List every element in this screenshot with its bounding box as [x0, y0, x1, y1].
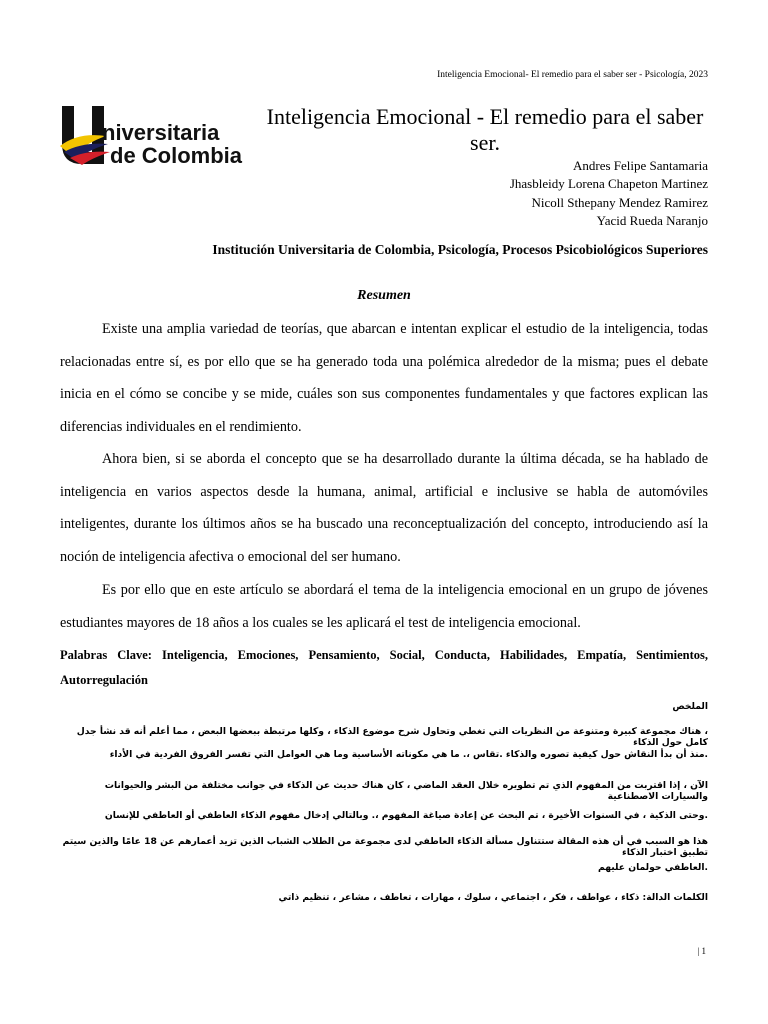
logo-line2: de Colombia [110, 143, 243, 166]
logo-line1: niversitaria [102, 120, 220, 145]
keywords-line: Palabras Clave: Inteligencia, Emociones, Pensamiento, Social, Conducta, Habilidades, Empatía, Sentimientos, Autorregulación [60, 648, 708, 687]
arabic-keywords: الكلمات الدالة: ذكاء ، عواطف ، فكر ، اجتماعي ، سلوك ، مهارات ، تعاطف ، مشاعر ، تنظيم ذاتي [278, 892, 708, 903]
author-list [510, 157, 708, 231]
arabic-line: ، هناك مجموعة كبيرة ومتنوعة من النظريات التي تغطي وتحاول شرح موضوع الذكاء ، وكلها مرتبطة ببعضها البعض ، مما أعلم أنه قد نشأ جدل كامل حول الذكاء [76, 726, 708, 748]
paragraph-text: Existe una amplia variedad de teorías, que abarcan e intentan explicar el estudio de la inteligencia, todas relacionadas entre sí, es por ello que se ha generado toda una polémica alrededor de la misma; pues el debate inicia en el cómo se concibe y se mide, cuáles son sus componentes fundamentales y que factores explican las diferencias individuales en el rendimiento. [60, 321, 708, 435]
author-name: Yacid Rueda Naranjo [596, 213, 708, 229]
abstract-paragraph-3 [60, 574, 708, 639]
page-number: | 1 [697, 946, 706, 956]
author-name: Jhasbleidy Lorena Chapeton Martinez [509, 176, 708, 192]
running-head: Inteligencia Emocional- El remedio para el saber ser - Psicología, 2023 [437, 70, 708, 80]
document-title: Inteligencia Emocional - El remedio para el saber ser. [266, 104, 704, 155]
paragraph-text: Es por ello que en este artículo se abordará el tema de la inteligencia emocional en un grupo de jóvenes estudiantes mayores de 18 años a los cuales se les aplicará el test de inteligencia emocional. [60, 582, 708, 631]
author-name: Andres Felipe Santamaria [572, 158, 708, 173]
arabic-line: هذا هو السبب في أن هذه المقالة ستتناول مسألة الذكاء العاطفي لدى مجموعة من الطلاب الشباب الذين تزيد أعمارهم عن 18 عامًا والذين سيتم تطبيق اختبار الذكاء [62, 836, 708, 858]
arabic-line: .العاطفي حولمان عليهم [597, 862, 708, 873]
institution-line: Institución Universitaria de Colombia, Psicología, Procesos Psicobiológicos Superiores [212, 242, 708, 257]
abstract-paragraph-1 [60, 313, 708, 443]
abstract-paragraph-2 [60, 443, 708, 573]
arabic-line: الآن ، إذا اقتربت من المفهوم الذي تم تطويره خلال العقد الماضي ، كان هناك حديث عن الذكاء في جوانب مختلفة من البشر والحيوانات والسيارات الاصطناعية [104, 780, 708, 802]
author-name: Nicoll Sthepany Mendez Ramirez [531, 194, 708, 210]
paragraph-text: Ahora bien, si se aborda el concepto que se ha desarrollado durante la última década, se ha hablado de inteligencia en varios aspectos desde la humana, animal, artificial e inclusive se habla de automóviles inteligentes, durante los últimos años se ha buscado una reconceptualización del concepto, introduciendo así la noción de inteligencia afectiva o emocional del ser humano. [60, 451, 708, 565]
arabic-abstract-heading: الملخص [672, 701, 708, 712]
university-logo [58, 102, 248, 166]
arabic-line: .وحتى الذكية ، في السنوات الأخيرة ، تم البحث عن إعادة صياغة المفهوم ،. وبالتالي إدخال مفهوم الذكاء العاطفي أو العاطفي للإنسان [104, 810, 708, 821]
arabic-line: .منذ أن بدأ النقاش حول كيفية تصوره والذكاء .تقاس ،. ما هي مكوناته الأساسية وما هي العوامل التي تفسر الفروق الفردية في الأداء [109, 749, 708, 760]
abstract-heading: Resumen [357, 288, 411, 303]
